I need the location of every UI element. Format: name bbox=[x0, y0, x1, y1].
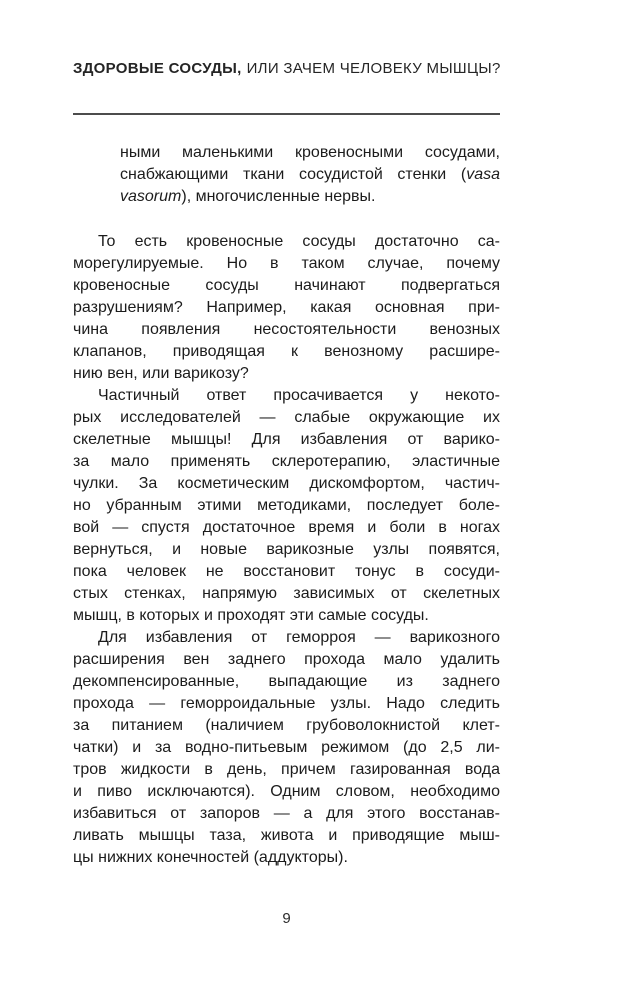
text-line: и пиво исключаются). Одним словом, необходимо bbox=[73, 783, 500, 800]
text-line: Частичный ответ просачивается у некото- bbox=[98, 387, 500, 404]
text-line: чина появления несостоятельности венозных bbox=[73, 321, 500, 338]
text-line: скелетные мышцы! Для избавления от варико- bbox=[73, 431, 500, 448]
text-line: тров жидкости в день, причем газированная вода bbox=[73, 761, 500, 778]
text-line: ливать мышцы таза, живота и приводящие мыш- bbox=[73, 827, 500, 844]
text-line: чатки) и за водно-питьевым режимом (до 2,5 ли- bbox=[73, 739, 500, 756]
page-number: 9 bbox=[282, 910, 291, 927]
text-line: клапанов, приводящая к венозному расшире- bbox=[73, 343, 500, 360]
latin-term-italic: vasa bbox=[466, 166, 500, 183]
text-line: разрушениям? Например, какая основная при- bbox=[73, 299, 500, 316]
text-line: стых стенках, напрямую зависимых от скелетных bbox=[73, 585, 500, 602]
text-line: вой — спустя достаточное время и боли в ногах bbox=[73, 519, 500, 536]
page-body bbox=[73, 142, 500, 869]
text-line: пока человек не восстановит тонус в сосуди- bbox=[73, 563, 500, 580]
text-line: морегулируемые. Но в таком случае, почему bbox=[73, 255, 500, 272]
text-line: кровеносные сосуды начинают подвергаться bbox=[73, 277, 500, 294]
text-line: вернуться, и новые варикозные узлы появятся, bbox=[73, 541, 500, 558]
text-line: нию вен, или варикозу? bbox=[73, 365, 249, 382]
text-line: мышц, в которых и проходят эти самые сосуды. bbox=[73, 607, 429, 624]
text-line bbox=[120, 186, 500, 208]
text-line: декомпенсированные, выпадающие из заднего bbox=[73, 673, 500, 690]
running-head bbox=[73, 60, 500, 78]
text-run: ), многочисленные нервы. bbox=[181, 188, 376, 205]
text-line: избавиться от запоров — а для этого восстанав- bbox=[73, 805, 500, 822]
text-line: То есть кровеносные сосуды достаточно са- bbox=[98, 233, 500, 250]
text-line bbox=[120, 164, 500, 186]
text-run: снабжающими ткани сосудистой стенки ( bbox=[120, 166, 467, 183]
text-line: за мало применять склеротерапию, эластичные bbox=[73, 453, 500, 470]
text-line: ными маленькими кровеносными сосудами, bbox=[120, 144, 500, 161]
paragraph-2 bbox=[73, 385, 500, 627]
header-rule bbox=[73, 113, 500, 115]
running-head-title-bold: ЗДОРОВЫЕ СОСУДЫ, bbox=[73, 60, 242, 77]
running-head-title-regular: ИЛИ ЗАЧЕМ ЧЕЛОВЕКУ МЫШЦЫ? bbox=[246, 60, 501, 77]
text-line: за питанием (наличием грубоволокнистой клет- bbox=[73, 717, 500, 734]
paragraph-3 bbox=[73, 627, 500, 869]
continuation-quote-block bbox=[120, 142, 500, 208]
text-line: Для избавления от геморроя — варикозного bbox=[98, 629, 500, 646]
paragraph-1 bbox=[73, 231, 500, 385]
text-line: но убранным этими методиками, последует боле- bbox=[73, 497, 500, 514]
text-line: прохода — геморроидальные узлы. Надо следить bbox=[73, 695, 500, 712]
text-line: цы нижних конечностей (аддукторы). bbox=[73, 849, 348, 866]
text-line: расширения вен заднего прохода мало удалить bbox=[73, 651, 500, 668]
latin-term-italic: vasorum bbox=[120, 188, 182, 205]
text-line: чулки. За косметическим дискомфортом, частич- bbox=[73, 475, 500, 492]
text-line: рых исследователей — слабые окружающие их bbox=[73, 409, 500, 426]
